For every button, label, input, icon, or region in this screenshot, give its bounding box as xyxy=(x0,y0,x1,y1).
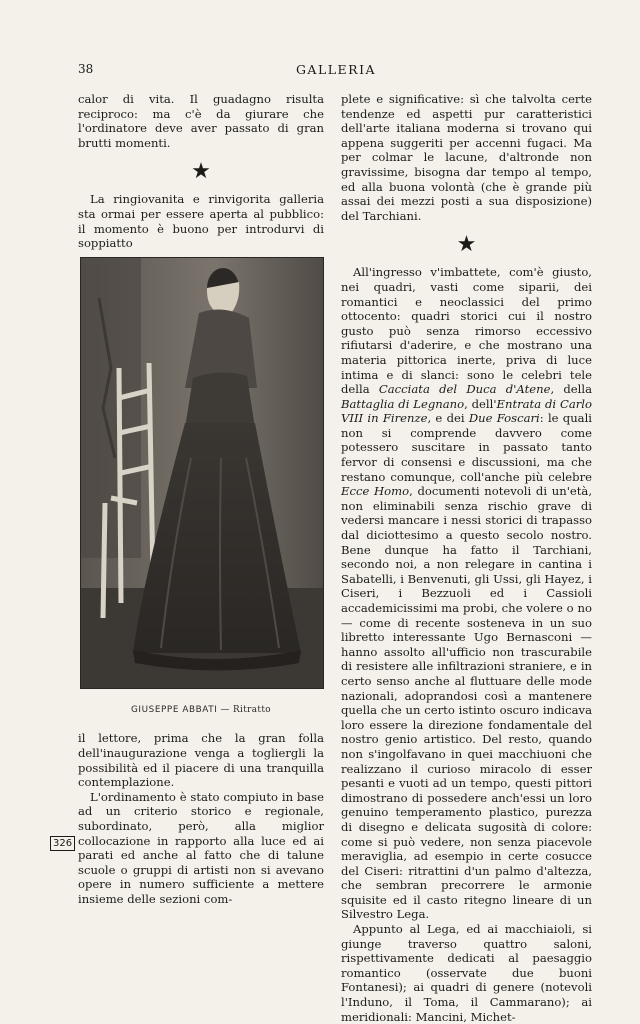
star-ornament-icon: ★ xyxy=(191,159,211,185)
artwork-title: Entrata di Carlo VIII in Firenze xyxy=(341,396,592,426)
paragraph: calor di vita. Il guadagno risulta reciproco: ma c'è da giurare che l'ordinatore deve aver passato di gran brutti momenti. xyxy=(78,92,324,150)
paragraph: Appunto al Lega, ed ai macchiaioli, si giunge traverso quattro saloni, rispettivamente dedicati al paesaggio romantico (osservate due buoni Fontanesi); ai quadri di genere (notevoli l'Induno, il Toma, il Cammarano); ai meridionali: Mancini, Michet- xyxy=(341,922,592,1024)
artwork-title: Ecce Homo xyxy=(341,484,410,499)
left-column xyxy=(78,92,324,906)
box-number: 326 xyxy=(50,836,75,851)
running-title: GALLERIA xyxy=(295,62,377,77)
caption-artist: GIUSEPPE ABBATI xyxy=(131,704,218,715)
artwork-title: Due Foscari xyxy=(468,411,540,426)
paragraph: La ringiovanita e rinvigorita galleria sta ormai per essere aperta al pubblico: il momento è buono per introdurvi di soppiatto xyxy=(78,192,324,251)
paragraph: All'ingresso v'imbattete, com'è giusto, nei quadri, vasti come siparii, dei romantici e neoclassici del primo ottocento: quadri storici cui il nostro gusto può senza rimorso eccessivo rifiutarsi d'aderire, e che mostrano una materia pittorica inerte, priva di luce intima e di slanci: sono le celebri tele della Cacciata del Duca d'Atene, della Battaglia di Legnano, dell'Entrata di Carlo VIII in Firenze, e dei Due Foscari: le quali non si comprende davvero come potessero suscitare in passato tanto fervor di consensi e discussioni, ma che restano comunque, coll'anche più celebre Ecce Homo, documenti notevoli di un'età, non eliminabili senza rischio grave di vedersi mancare i nessi storici di trapasso dal diciottesimo a questo secolo nostro. Bene dunque ha fatto il Tarchiani, secondo noi, a non relegare in cantina i Sabatelli, i Benvenuti, gli Ussi, gli Hayez, i Ciseri, i Bezzuoli ed i Cassioli accademicissimi ma probi, che volere o no — come di recente sosteneva in un suo libretto interessante Ugo Bernasconi — hanno assolto all'ufficio non trascurabile di resistere alle infiltrazioni straniere, e in certo senso anche al fluttuare delle mode nazionali, adoprandosi così a mantenere quella che un certo istinto oscuro indicava loro essere la direzione fondamentale del nostro genio artistico. Del resto, quando non s'ingolfavano in quei macchiuoni che realizzano il curioso miracolo di esser pesanti e vuoti ad un tempo, questi pittori dimostrano di possedere anch'essi un loro genuino temperamento plastico, purezza di disegno e delicata sugosità di colore: come si può vedere, non senza piacevole meraviglia, ad esempio in certe cosucce del Ciseri: ritrattini d'un palmo d'altezza, che sembran precorrere le armonie squisite ed il casto ritegno lineare di un Silvestro Lega. xyxy=(341,265,593,922)
artwork-title: Cacciata del Duca d'Atene xyxy=(378,382,551,397)
caption-title: — Ritratto xyxy=(220,704,271,715)
figure xyxy=(78,257,324,718)
figure-caption xyxy=(78,703,324,718)
star-ornament-icon: ★ xyxy=(456,232,477,258)
page-header xyxy=(78,62,594,80)
paragraph: L'ordinamento è stato compiuto in base ad un criterio storico e regionale, subordinato, però, alla miglior collocazione in rapporto alla luce ed ai parati ed anche al fatto che di talune scuole o gruppi di artisti non si avevano opere in numero sufficiente a mettere insieme delle sezioni com- xyxy=(78,789,324,906)
artwork-title: Battaglia di Legnano xyxy=(341,396,465,411)
paragraph: plete e significative: sì che talvolta certe tendenze ed aspetti pur caratteristici dell'arte italiana moderna si trovano qui appena suggeriti per accenni fugaci. Ma per colmar le lacune, d'altronde non gravissime, bisogna dar tempo al tempo, ed alla buona volontà (che è grande più assai dei mezzi posti a sua disposizione) del Tarchiani. xyxy=(341,92,592,223)
right-column xyxy=(341,92,592,1024)
page-number: 38 xyxy=(78,62,94,76)
paragraph: il lettore, prima che la gran folla dell'inaugurazione venga a togliergli la possibilità ed il piacere di una tranquilla contemplazione. xyxy=(78,731,324,790)
portrait-photo xyxy=(80,257,324,689)
portrait-woman-illustration xyxy=(81,258,323,688)
